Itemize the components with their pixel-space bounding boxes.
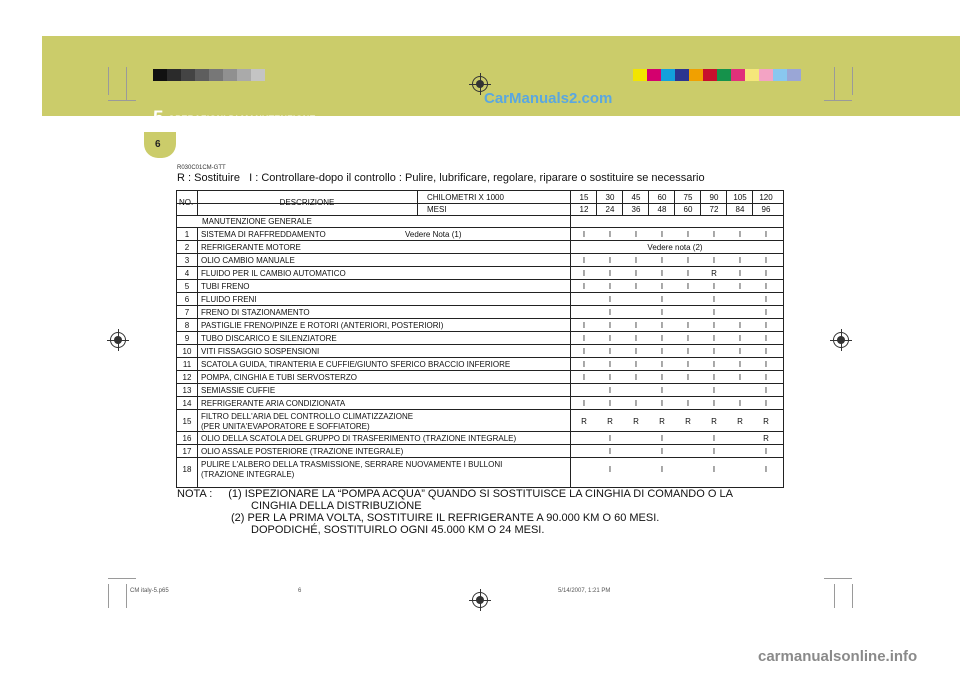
table-row-line — [177, 357, 783, 358]
color-swatch — [675, 69, 689, 81]
nota-line: CINGHIA DELLA DISTRIBUZIONE — [251, 500, 422, 512]
row-number: 12 — [182, 373, 192, 382]
interval-value: I — [582, 373, 586, 382]
row-number: 13 — [182, 386, 192, 395]
interval-value: I — [764, 230, 768, 239]
row-note: Vedere Nota (1) — [405, 230, 462, 239]
row-description: PASTIGLIE FRENO/PINZE E ROTORI (ANTERIORI, POSTERIORI) — [201, 321, 444, 330]
interval-value: I — [764, 465, 768, 474]
interval-value: I — [634, 256, 638, 265]
interval-value: I — [634, 230, 638, 239]
interval-value: I — [738, 321, 742, 330]
interval-value: I — [686, 347, 690, 356]
table-row-line — [177, 279, 783, 280]
interval-value: I — [764, 269, 768, 278]
row-number: 2 — [184, 243, 190, 252]
row-description-line2: (PER UNITA'EVAPORATORE E SOFFIATORE) — [201, 422, 370, 431]
color-swatch — [195, 69, 209, 81]
row-description: FRENO DI STAZIONAMENTO — [201, 308, 310, 317]
interval-value: I — [712, 282, 716, 291]
row-description: OLIO DELLA SCATOLA DEL GRUPPO DI TRASFERIMENTO (TRAZIONE INTEGRALE) — [201, 434, 517, 443]
color-swatch — [181, 69, 195, 81]
row-description: OLIO CAMBIO MANUALE — [201, 256, 295, 265]
interval-value: I — [608, 386, 612, 395]
row-number: 15 — [182, 417, 192, 426]
interval-value: R — [763, 434, 769, 443]
interval-value: I — [712, 256, 716, 265]
table-row-line — [177, 344, 783, 345]
color-swatch — [251, 69, 265, 81]
months-value: 12 — [579, 205, 589, 214]
km-value: 15 — [579, 193, 589, 202]
table-row-line — [177, 431, 783, 432]
row-description: FLUIDO PER IL CAMBIO AUTOMATICO — [201, 269, 346, 278]
interval-value: I — [686, 373, 690, 382]
color-swatch — [223, 69, 237, 81]
row-description: SCATOLA GUIDA, TIRANTERIA E CUFFIE/GIUNTO SFERICO BRACCIO INFERIORE — [201, 360, 511, 369]
interval-value: I — [764, 386, 768, 395]
table-row-line — [177, 240, 783, 241]
interval-value: I — [582, 321, 586, 330]
nota-line: (1) ISPEZIONARE LA “POMPA ACQUA” QUANDO SI SOSTITUISCE LA CINGHIA DI COMANDO O LA — [228, 488, 733, 500]
interval-value: R — [607, 417, 613, 426]
color-swatch — [661, 69, 675, 81]
color-swatch — [787, 69, 801, 81]
interval-value: I — [764, 399, 768, 408]
interval-value: I — [634, 282, 638, 291]
color-swatch — [237, 69, 251, 81]
interval-value: I — [764, 447, 768, 456]
footer-date: 5/14/2007, 1:21 PM — [558, 588, 611, 594]
interval-value: I — [764, 282, 768, 291]
row-description: TUBI FRENO — [201, 282, 250, 291]
row-number: 18 — [182, 465, 192, 474]
interval-value: I — [582, 230, 586, 239]
interval-value: I — [712, 230, 716, 239]
table-row-line — [177, 370, 783, 371]
interval-value: I — [764, 295, 768, 304]
row-number: 3 — [184, 256, 190, 265]
color-swatch — [759, 69, 773, 81]
table-row-line — [177, 331, 783, 332]
color-swatch — [717, 69, 731, 81]
interval-value: R — [659, 417, 665, 426]
interval-value: I — [764, 321, 768, 330]
row-number: 11 — [182, 360, 192, 369]
interval-value: I — [634, 399, 638, 408]
interval-value: I — [608, 465, 612, 474]
interval-value: I — [764, 308, 768, 317]
color-swatch — [689, 69, 703, 81]
km-value: 30 — [605, 193, 615, 202]
row-number: 6 — [184, 295, 190, 304]
interval-value: I — [660, 295, 664, 304]
row-description: POMPA, CINGHIA E TUBI SERVOSTERZO — [201, 373, 358, 382]
interval-value: I — [634, 334, 638, 343]
interval-value: I — [608, 334, 612, 343]
interval-value: I — [738, 334, 742, 343]
row-description: OLIO ASSALE POSTERIORE (TRAZIONE INTEGRALE) — [201, 447, 404, 456]
page-number: 6 — [155, 139, 161, 150]
interval-value: I — [660, 465, 664, 474]
footer-page: 6 — [298, 588, 302, 594]
interval-value: I — [712, 308, 716, 317]
row-description: VITI FISSAGGIO SOSPENSIONI — [201, 347, 320, 356]
interval-value: I — [660, 447, 664, 456]
interval-value: I — [764, 347, 768, 356]
interval-value: I — [712, 447, 716, 456]
months-value: 24 — [605, 205, 615, 214]
header-description: DESCRIZIONE — [279, 198, 335, 207]
table-grid-line — [177, 215, 783, 216]
interval-value: I — [634, 347, 638, 356]
row-description: SISTEMA DI RAFFREDDAMENTO — [201, 230, 326, 239]
table-grid-line — [417, 191, 418, 215]
km-value: 75 — [683, 193, 693, 202]
interval-value: I — [660, 347, 664, 356]
interval-value: I — [660, 360, 664, 369]
months-value: 84 — [735, 205, 745, 214]
interval-value: I — [712, 360, 716, 369]
maintenance-table — [176, 190, 784, 488]
interval-value: I — [764, 256, 768, 265]
row-number: 17 — [182, 447, 192, 456]
months-value: 36 — [631, 205, 641, 214]
row-number: 7 — [184, 308, 190, 317]
interval-value: I — [608, 399, 612, 408]
crop-mark — [108, 584, 109, 608]
interval-value: I — [634, 373, 638, 382]
interval-value: I — [712, 399, 716, 408]
interval-value: I — [686, 321, 690, 330]
interval-value: I — [738, 282, 742, 291]
interval-value: I — [660, 282, 664, 291]
table-row-line — [177, 305, 783, 306]
bottom-watermark[interactable]: carmanualsonline.info — [758, 648, 918, 665]
document-code: R030C01CM-GTT — [177, 165, 226, 171]
row-number: 4 — [184, 269, 190, 278]
table-row-line — [177, 318, 783, 319]
interval-value: I — [686, 282, 690, 291]
row-description: REFRIGERANTE ARIA CONDIZIONATA — [201, 399, 346, 408]
row-description-line2: (TRAZIONE INTEGRALE) — [201, 470, 295, 479]
interval-value: R — [737, 417, 743, 426]
table-row-line — [177, 409, 783, 410]
crop-mark — [108, 67, 109, 95]
interval-value: R — [633, 417, 639, 426]
interval-value: I — [660, 399, 664, 408]
table-row-line — [177, 292, 783, 293]
interval-value: I — [712, 465, 716, 474]
section-row-label: MANUTENZIONE GENERALE — [202, 217, 312, 226]
interval-value: I — [712, 321, 716, 330]
interval-value: R — [581, 417, 587, 426]
interval-value: I — [582, 360, 586, 369]
table-row-line — [177, 457, 783, 458]
row-description: FLUIDO FRENI — [201, 295, 257, 304]
interval-value: I — [712, 386, 716, 395]
notes — [177, 488, 733, 536]
interval-value: I — [660, 386, 664, 395]
km-value: 90 — [709, 193, 719, 202]
interval-value: I — [764, 334, 768, 343]
interval-value: I — [608, 447, 612, 456]
row-number: 9 — [184, 334, 190, 343]
km-value: 105 — [733, 193, 747, 202]
interval-value: I — [582, 282, 586, 291]
table-row-line — [177, 396, 783, 397]
interval-value: I — [738, 373, 742, 382]
registration-mark-icon — [833, 332, 849, 348]
crop-mark — [824, 578, 852, 579]
table-row-line — [177, 444, 783, 445]
interval-value: I — [608, 295, 612, 304]
color-swatch — [773, 69, 787, 81]
interval-value: I — [582, 256, 586, 265]
registration-mark-icon — [472, 592, 488, 608]
interval-value: I — [738, 256, 742, 265]
interval-value: I — [634, 269, 638, 278]
color-bar-gray — [153, 69, 265, 81]
header-km: CHILOMETRI X 1000 — [427, 193, 504, 202]
page-number-tab — [144, 132, 176, 158]
interval-value: I — [686, 230, 690, 239]
color-swatch — [153, 69, 167, 81]
interval-value: R — [763, 417, 769, 426]
crop-mark — [126, 67, 127, 101]
crop-mark — [852, 67, 853, 95]
interval-value: I — [712, 334, 716, 343]
row-number: 8 — [184, 321, 190, 330]
registration-mark-icon — [110, 332, 126, 348]
interval-value: R — [711, 269, 717, 278]
interval-value: I — [660, 269, 664, 278]
months-value: 72 — [709, 205, 719, 214]
interval-value: I — [608, 373, 612, 382]
interval-value: I — [738, 399, 742, 408]
interval-value: I — [608, 347, 612, 356]
interval-value: I — [712, 295, 716, 304]
interval-value: I — [582, 399, 586, 408]
interval-value: I — [608, 360, 612, 369]
crop-mark — [834, 584, 835, 608]
crop-mark — [824, 100, 852, 101]
row-number: 10 — [182, 347, 192, 356]
km-value: 120 — [759, 193, 773, 202]
interval-value: I — [686, 360, 690, 369]
color-swatch — [633, 69, 647, 81]
color-swatch — [647, 69, 661, 81]
interval-value: I — [660, 334, 664, 343]
months-value: 96 — [761, 205, 771, 214]
row-number: 5 — [184, 282, 190, 291]
nota-line: DOPODICHÉ, SOSTITUIRLO OGNI 45.000 KM O 24 MESI. — [251, 524, 545, 536]
interval-value: I — [660, 256, 664, 265]
interval-value: I — [738, 230, 742, 239]
section-number: 5 — [153, 108, 164, 129]
table-row-line — [177, 266, 783, 267]
row-span-note: Vedere nota (2) — [647, 243, 703, 252]
crop-mark — [852, 584, 853, 608]
row-description: FILTRO DELL'ARIA DEL CONTROLLO CLIMATIZZAZIONE — [201, 412, 414, 421]
color-swatch — [731, 69, 745, 81]
interval-value: I — [712, 434, 716, 443]
nota-label: NOTA : — [177, 488, 213, 500]
color-swatch — [167, 69, 181, 81]
interval-value: I — [608, 321, 612, 330]
color-swatch — [703, 69, 717, 81]
km-value: 60 — [657, 193, 667, 202]
footer-file: CM italy-5.p65 — [130, 588, 169, 594]
interval-value: I — [712, 347, 716, 356]
row-number: 1 — [184, 230, 190, 239]
interval-value: I — [608, 434, 612, 443]
interval-value: I — [712, 373, 716, 382]
interval-value: I — [608, 308, 612, 317]
interval-value: I — [764, 360, 768, 369]
interval-value: I — [582, 269, 586, 278]
interval-value: I — [582, 347, 586, 356]
row-description: TUBO DISCARICO E SILENZIATORE — [201, 334, 337, 343]
table-row-line — [177, 227, 783, 228]
months-value: 48 — [657, 205, 667, 214]
interval-value: I — [660, 321, 664, 330]
color-swatch — [209, 69, 223, 81]
km-value: 45 — [631, 193, 641, 202]
crop-mark — [108, 578, 136, 579]
crop-mark — [108, 100, 136, 101]
row-description: PULIRE L'ALBERO DELLA TRASMISSIONE, SERRARE NUOVAMENTE I BULLONI — [201, 460, 503, 469]
interval-value: I — [608, 256, 612, 265]
row-description: SEMIASSIE CUFFIE — [201, 386, 276, 395]
interval-value: I — [660, 230, 664, 239]
row-number: 16 — [182, 434, 192, 443]
interval-value: I — [738, 269, 742, 278]
nota-line: (2) PER LA PRIMA VOLTA, SOSTITUIRE IL REFRIGERANTE A 90.000 KM O 60 MESI. — [231, 512, 660, 524]
section-title: OPERAZIONI DI MANUTENZIONE — [168, 114, 316, 124]
interval-value: I — [608, 230, 612, 239]
interval-value: I — [686, 269, 690, 278]
table-row-line — [177, 383, 783, 384]
interval-value: I — [686, 399, 690, 408]
color-bar-color — [633, 69, 801, 81]
crop-mark — [126, 584, 127, 608]
interval-value: I — [738, 347, 742, 356]
interval-value: I — [764, 373, 768, 382]
interval-value: I — [634, 321, 638, 330]
interval-value: I — [660, 434, 664, 443]
watermark[interactable]: CarManuals2.com — [484, 90, 613, 107]
interval-value: I — [738, 360, 742, 369]
interval-value: I — [582, 334, 586, 343]
header-no: NO. — [179, 198, 194, 207]
row-description: REFRIGERANTE MOTORE — [201, 243, 301, 252]
interval-value: I — [608, 269, 612, 278]
interval-value: I — [660, 308, 664, 317]
row-number: 14 — [182, 399, 192, 408]
legend-text: R : Sostituire I : Controllare-dopo il controllo : Pulire, lubrificare, regolare, riparare o sostituire se necessario — [177, 172, 705, 184]
crop-mark — [834, 67, 835, 101]
interval-value: R — [685, 417, 691, 426]
interval-value: R — [711, 417, 717, 426]
interval-value: I — [634, 360, 638, 369]
table-row-line — [177, 253, 783, 254]
interval-value: I — [686, 256, 690, 265]
interval-value: I — [608, 282, 612, 291]
color-swatch — [745, 69, 759, 81]
header-months: MESI — [427, 205, 447, 214]
months-value: 60 — [683, 205, 693, 214]
interval-value: I — [686, 334, 690, 343]
interval-value: I — [660, 373, 664, 382]
